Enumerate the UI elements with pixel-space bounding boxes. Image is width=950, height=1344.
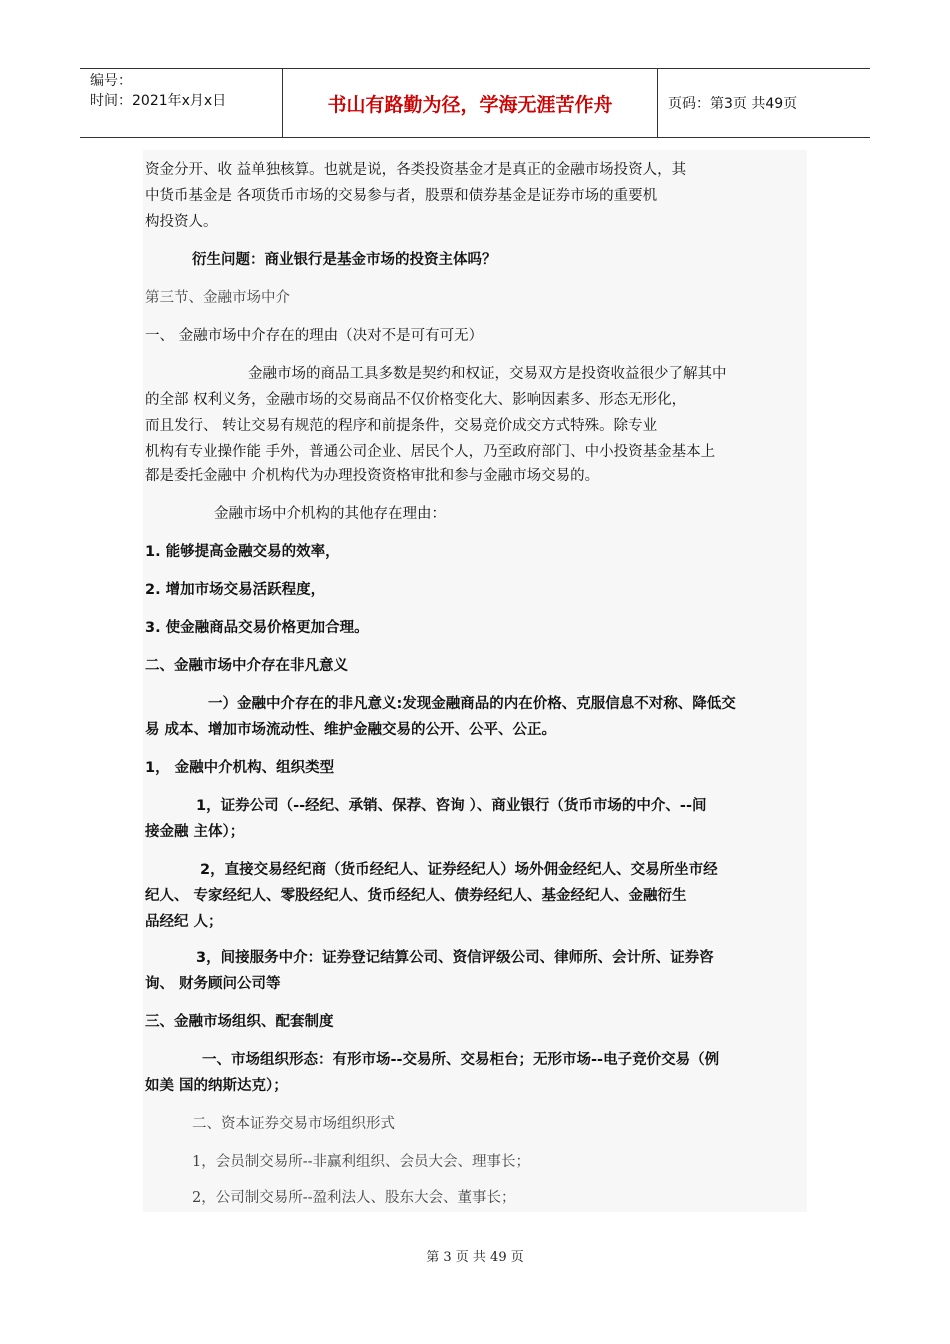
header-meta xyxy=(80,69,282,137)
document-time-label: 时间：2021年x月x日 xyxy=(90,93,227,109)
body-line: 的全部 权利义务，金融市场的交易商品不仅价格变化大、影响因素多、形态无形化， xyxy=(145,392,687,408)
body-line: 品经纪 人； xyxy=(145,914,223,930)
list-item: 1，会员制交易所--非赢利组织、会员大会、理事长； xyxy=(192,1154,531,1170)
body-line: 2，直接交易经纪商（货币经纪人、证券经纪人）场外佣金经纪人、交易所坐市经 xyxy=(200,862,718,878)
document-number-label: 编号： xyxy=(90,73,132,89)
body-line: 金融市场中介机构的其他存在理由： xyxy=(214,506,446,522)
subsection-heading: 二、资本证券交易市场组织形式 xyxy=(192,1116,395,1132)
section-heading: 第三节、金融市场中介 xyxy=(145,290,290,306)
body-line: 1，证券公司（--经纪、承销、保荐、咨询 ）、商业银行（货币市场的中介、--间 xyxy=(196,798,707,814)
body-line: 如美 国的纳斯达克）； xyxy=(145,1078,288,1094)
body-line: 询、 财务顾问公司等 xyxy=(145,976,281,992)
page-header xyxy=(80,68,870,138)
body-line: 都是委托金融中 介机构代为办理投资资格审批和参与金融市场交易的。 xyxy=(145,468,600,484)
section-heading: 三、金融市场组织、配套制度 xyxy=(145,1014,334,1030)
list-item: 3. 使金融商品交易价格更加合理。 xyxy=(145,620,369,636)
body-line: 一、市场组织形态：有形市场--交易所、交易柜台；无形市场--电子竞价交易（例 xyxy=(202,1052,720,1068)
body-line: 一）金融中介存在的非凡意义:发现金融商品的内在价格、克服信息不对称、降低交 xyxy=(208,696,736,712)
list-item: 2. 增加市场交易活跃程度， xyxy=(145,582,326,598)
header-page-info: 页码：第3页 共49页 xyxy=(668,96,798,112)
body-line: 资金分开、收 益单独核算。也就是说，各类投资基金才是真正的金融市场投资人，其 xyxy=(145,162,687,178)
body-line: 中货币基金是 各项货币市场的交易参与者，股票和债券基金是证券市场的重要机 xyxy=(145,188,658,204)
subsection-heading: 一、 金融市场中介存在的理由（决对不是可有可无） xyxy=(145,328,484,344)
body-line: 易 成本、增加市场流动性、维护金融交易的公开、公平、公正。 xyxy=(145,722,557,738)
page-footer: 第 3 页 共 49 页 xyxy=(426,1250,524,1265)
body-line: 接金融 主体）； xyxy=(145,824,245,840)
body-line: 纪人、 专家经纪人、零股经纪人、货币经纪人、债券经纪人、基金经纪人、金融衍生 xyxy=(145,888,687,904)
body-line: 构投资人。 xyxy=(145,214,218,230)
list-item: 1. 能够提高金融交易的效率， xyxy=(145,544,340,560)
question-line: 衍生问题：商业银行是基金市场的投资主体吗？ xyxy=(192,252,497,268)
body-line: 3，间接服务中介：证券登记结算公司、资信评级公司、律师所、会计所、证券咨 xyxy=(196,950,714,966)
body-line: 机构有专业操作能 手外，普通公司企业、居民个人，乃至政府部门、中小投资基金基本上 xyxy=(145,444,716,460)
section-heading: 二、金融市场中介存在非凡意义 xyxy=(145,658,348,674)
subsection-heading: 1， 金融中介机构、组织类型 xyxy=(145,760,335,776)
body-line: 金融市场的商品工具多数是契约和权证，交易双方是投资收益很少了解其中 xyxy=(248,366,727,382)
header-motto: 书山有路勤为径，学海无涯苦作舟 xyxy=(282,69,658,137)
list-item: 2，公司制交易所--盈利法人、股东大会、董事长； xyxy=(192,1190,516,1206)
body-line: 而且发行、 转让交易有规范的程序和前提条件，交易竞价成交方式特殊。除专业 xyxy=(145,418,658,434)
